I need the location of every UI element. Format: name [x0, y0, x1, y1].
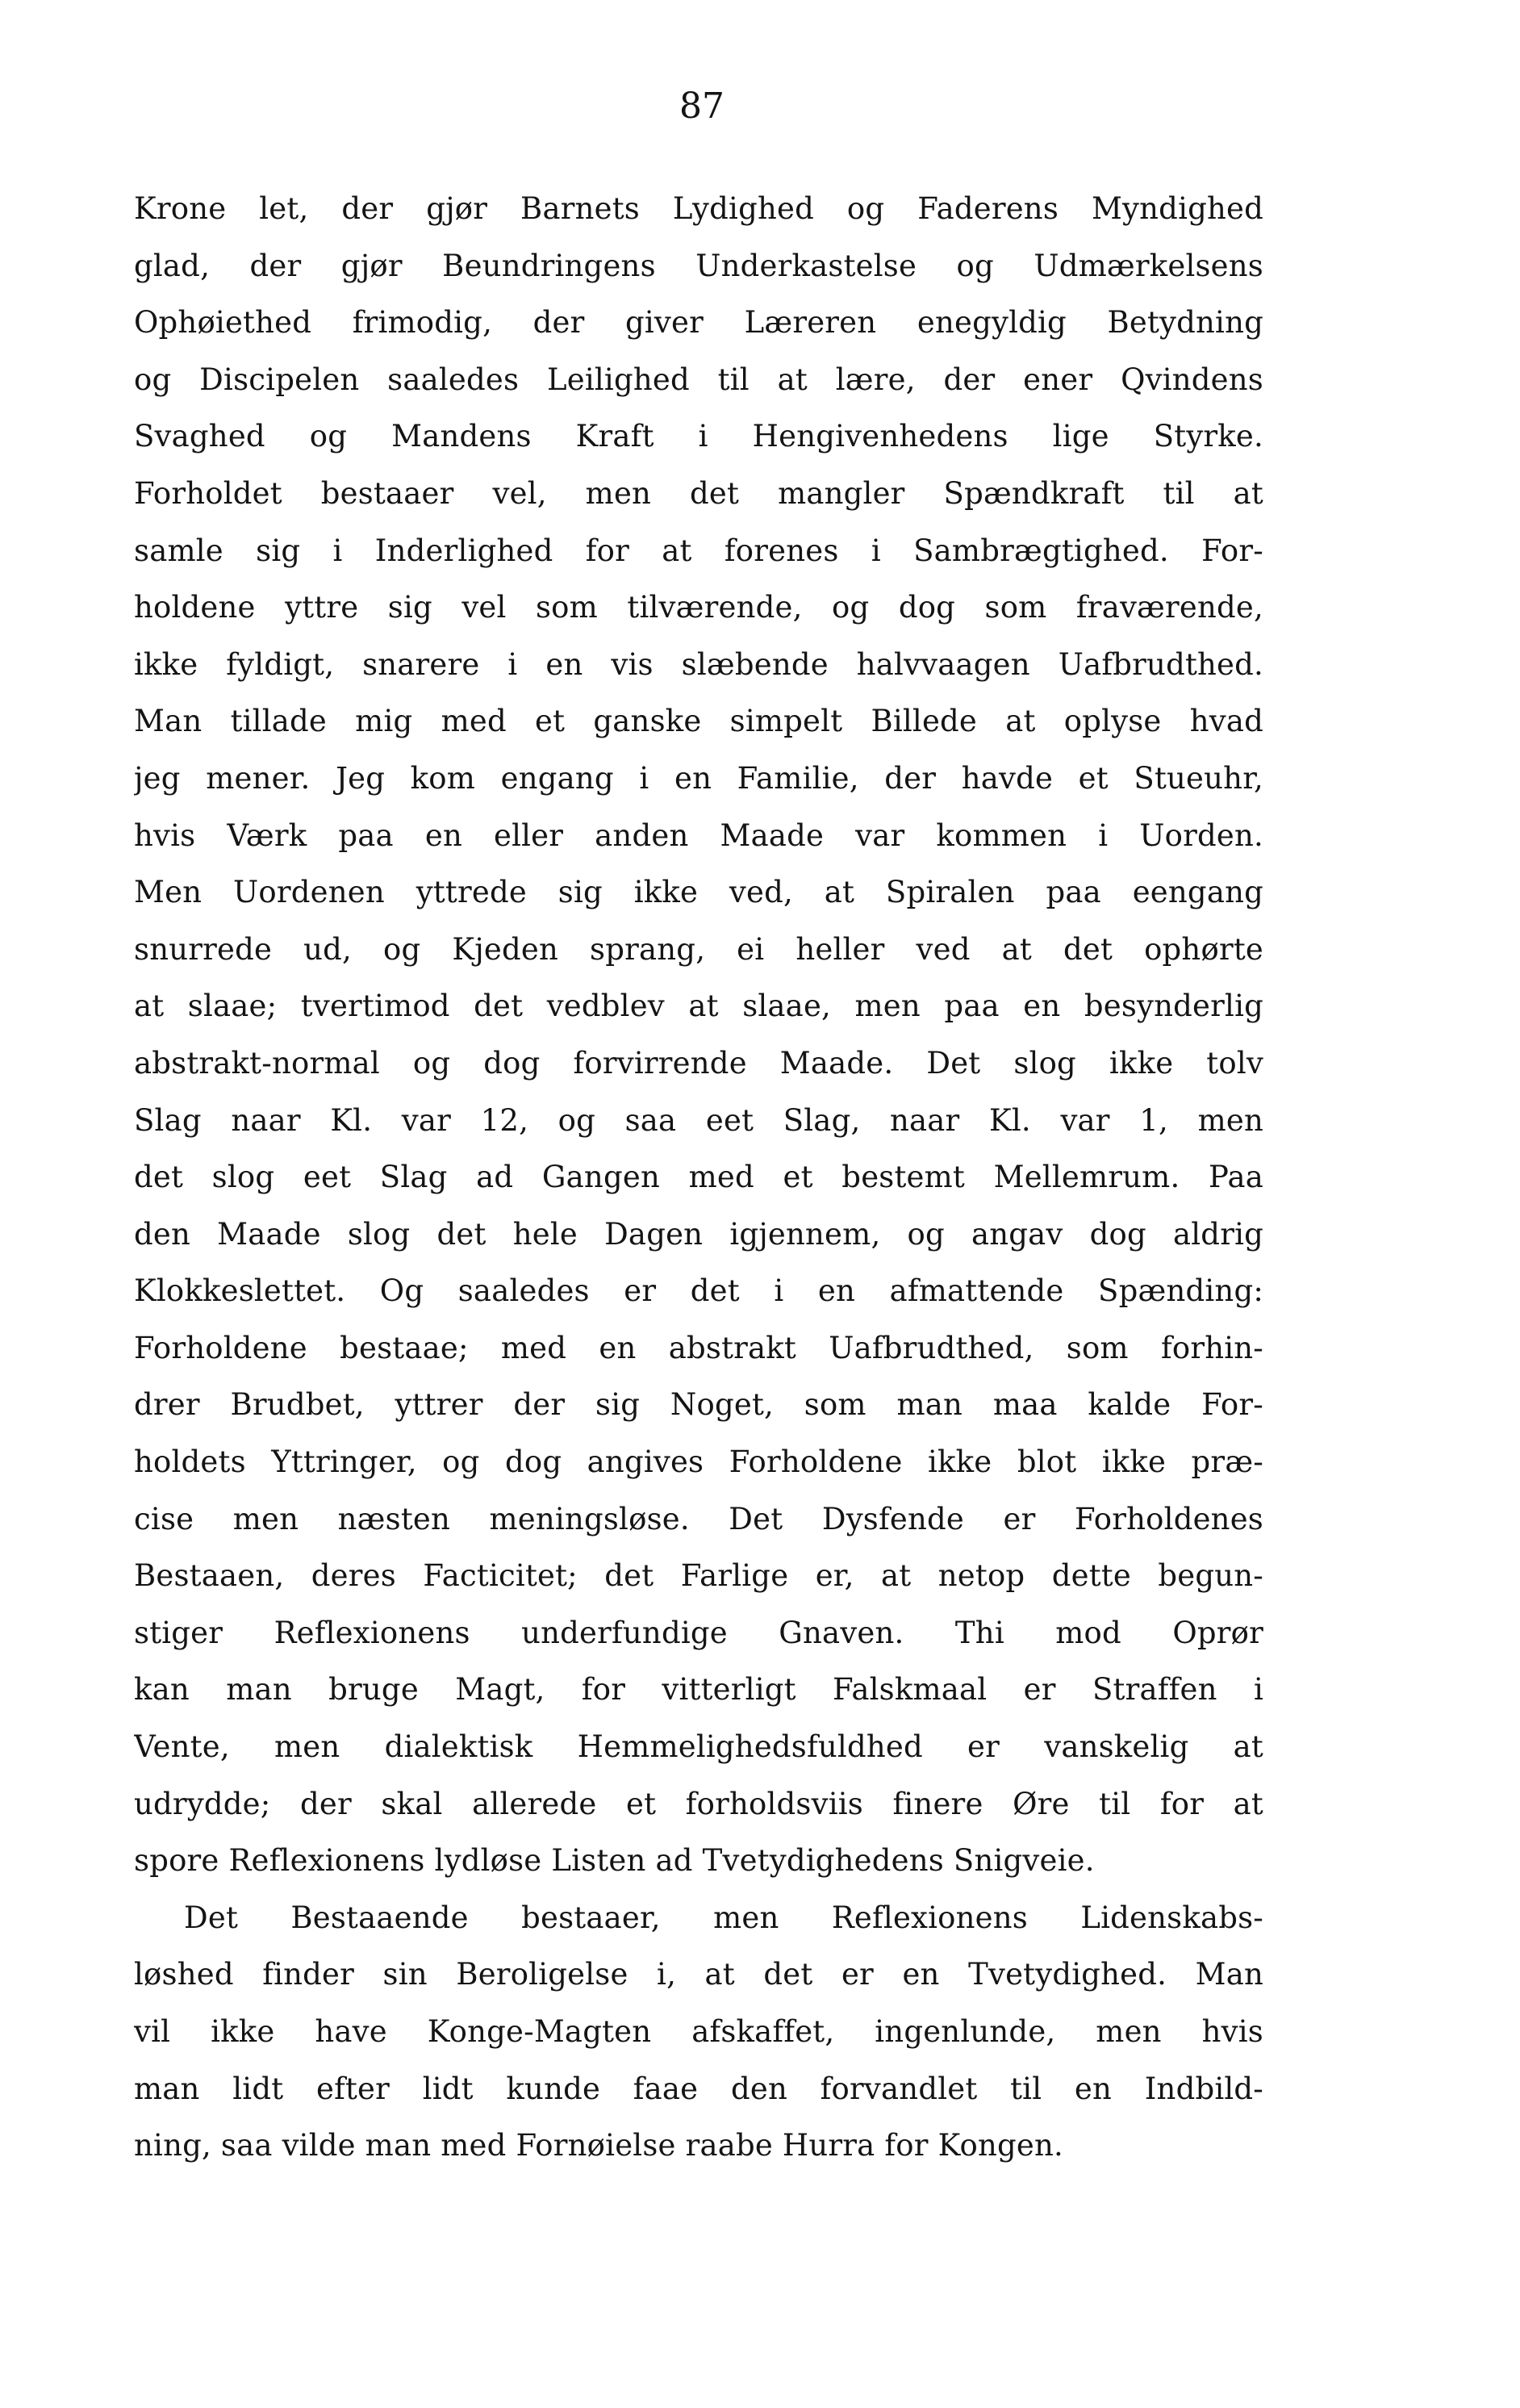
text-line: stiger Reflexionens underfundige Gnaven. Thi mod Oprør [134, 1615, 1263, 1650]
text-line: abstrakt-normal og dog forvirrende Maade. Det slog ikke tolv [134, 1045, 1263, 1081]
text-line: Vente, men dialektisk Hemmelighedsfuldhed er vanskelig at [134, 1729, 1263, 1765]
text-line: Det Bestaaende bestaaer, men Reflexionens Lidenskabs- [184, 1900, 1263, 1935]
text-line: ning, saa vilde man med Fornøielse raabe Hurra for Kongen. [134, 2128, 1063, 2163]
text-line: hvis Værk paa en eller anden Maade var kommen i Uorden. [134, 817, 1263, 853]
text-line: udrydde; der skal allerede et forholdsviis finere Øre til for at [134, 1786, 1263, 1821]
text-line: man lidt efter lidt kunde faae den forvandlet til en Indbild- [134, 2071, 1263, 2106]
text-line: Bestaaen, deres Facticitet; det Farlige er, at netop dette begun- [134, 1558, 1263, 1594]
text-line: glad, der gjør Beundringens Underkastelse og Udmærkelsens [134, 248, 1263, 283]
text-line: holdets Yttringer, og dog angives Forholdene ikke blot ikke præ- [134, 1444, 1263, 1480]
text-line: Klokkeslettet. Og saaledes er det i en afmattende Spænding: [134, 1273, 1263, 1309]
text-line: Man tillade mig med et ganske simpelt Billede at oplyse hvad [134, 704, 1263, 739]
text-line: at slaae; tvertimod det vedblev at slaae, men paa en besynderlig [134, 989, 1263, 1024]
text-line: ikke fyldigt, snarere i en vis slæbende halvvaagen Uafbrudthed. [134, 646, 1263, 682]
text-line: Ophøiethed frimodig, der giver Læreren enegyldig Betydning [134, 305, 1263, 341]
text-line: snurrede ud, og Kjeden sprang, ei heller ved at det ophørte [134, 931, 1263, 967]
text-line: vil ikke have Konge-Magten afskaffet, ingenlunde, men hvis [134, 2014, 1263, 2049]
page-number: 87 [679, 86, 725, 127]
text-line: jeg mener. Jeg kom engang i en Familie, der havde et Stueuhr, [134, 760, 1263, 796]
text-line: drer Brudbet, yttrer der sig Noget, som man maa kalde For- [134, 1387, 1263, 1423]
text-line: samle sig i Inderlighed for at forenes i Sambrægtighed. For- [134, 533, 1263, 568]
text-line: Forholdet bestaaer vel, men det mangler Spændkraft til at [134, 475, 1263, 511]
text-line: den Maade slog det hele Dagen igjennem, og angav dog aldrig [134, 1216, 1263, 1252]
text-line: Slag naar Kl. var 12, og saa eet Slag, naar Kl. var 1, men [134, 1102, 1263, 1138]
text-line: det slog eet Slag ad Gangen med et bestemt Mellemrum. Paa [134, 1160, 1263, 1195]
text-line: Men Uordenen yttrede sig ikke ved, at Spiralen paa eengang [134, 875, 1263, 910]
text-line: Forholdene bestaae; med en abstrakt Uafbrudthed, som forhin- [134, 1330, 1263, 1365]
text-line: løshed finder sin Beroligelse i, at det er en Tvetydighed. Man [134, 1957, 1263, 1992]
text-line: og Discipelen saaledes Leilighed til at lære, der ener Qvindens [134, 362, 1263, 397]
text-line: Krone let, der gjør Barnets Lydighed og Faderens Myndighed [134, 191, 1263, 226]
text-line: spore Reflexionens lydløse Listen ad Tvetydighedens Snigveie. [134, 1843, 1095, 1879]
text-line: kan man bruge Magt, for vitterligt Falskmaal er Straffen i [134, 1672, 1263, 1708]
text-line: cise men næsten meningsløse. Det Dysfende er Forholdenes [134, 1501, 1263, 1536]
text-line: Svaghed og Mandens Kraft i Hengivenhedens lige Styrke. [134, 419, 1263, 454]
body-text [134, 181, 1263, 2175]
text-line: holdene yttre sig vel som tilværende, og dog som fraværende, [134, 590, 1263, 625]
